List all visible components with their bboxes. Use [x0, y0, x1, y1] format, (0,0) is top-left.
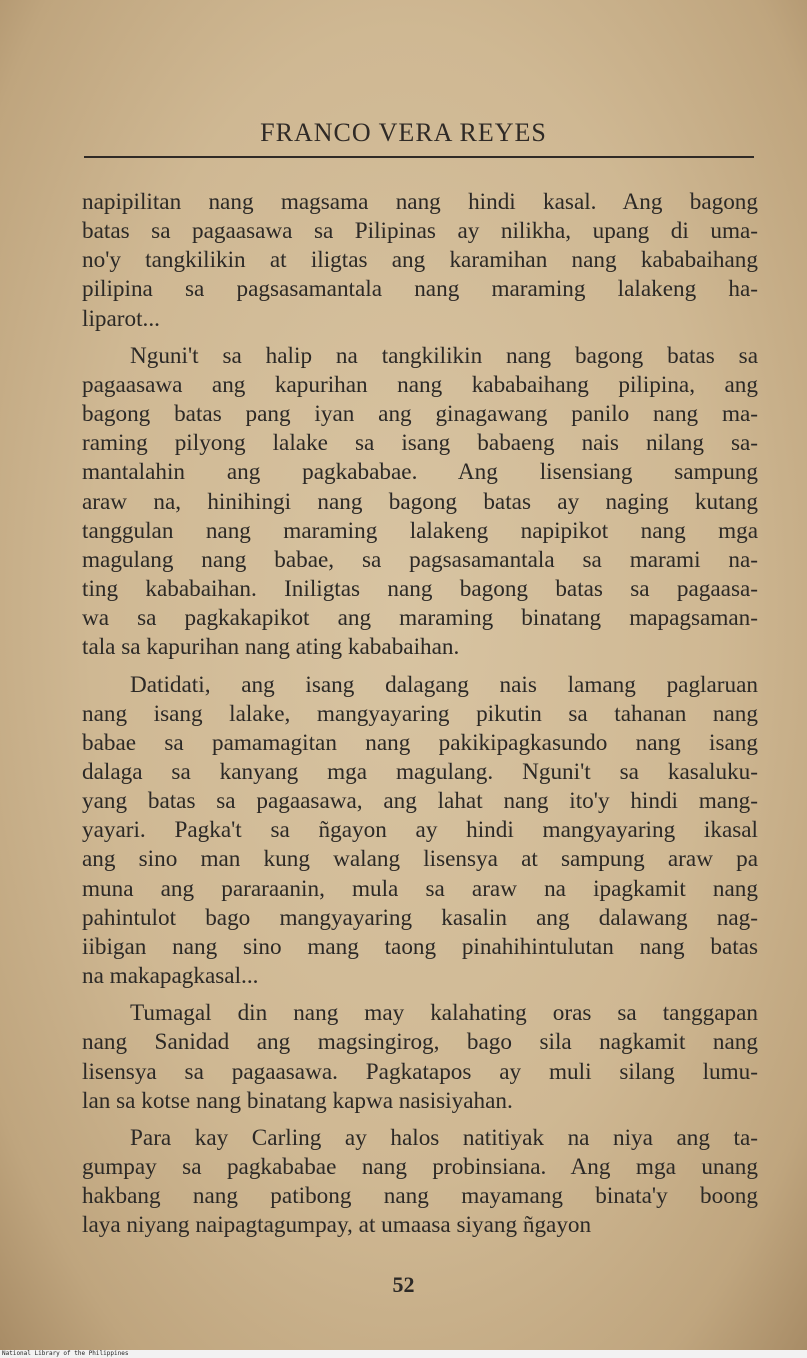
text-line: hakbang nang patibong nang mayamang binata'y boong — [82, 1183, 758, 1210]
text-line: raming pilyong lalake sa isang babaeng nais nilang sa- — [82, 430, 758, 457]
text-line: araw na, hinihingi nang bagong batas ay naging kutang — [82, 488, 758, 515]
text-line: Nguni't sa halip na tangkilikin nang bagong batas sa — [130, 342, 758, 369]
running-title: FRANCO VERA REYES — [260, 118, 547, 147]
text-line: bagong batas pang iyan ang ginagawang panilo nang ma- — [82, 401, 758, 428]
library-credit: National Library of the Philippines — [2, 1350, 129, 1357]
text-line: pahintulot bago mangyayaring kasalin ang dalawang nag- — [82, 904, 758, 931]
text-line: batas sa pagaasawa sa Pilipinas ay nilikha, upang di uma- — [82, 218, 758, 245]
text-line: pagaasawa ang kapurihan nang kababaihang pilipina, ang — [82, 371, 758, 398]
text-line: ting kababaihan. Iniligtas nang bagong batas sa pagaasa- — [82, 576, 758, 603]
text-line: pilipina sa pagsasamantala nang maraming lalakeng ha- — [82, 276, 758, 303]
text-line: muna ang pararaanin, mula sa araw na ipagkamit nang — [82, 875, 758, 902]
text-line: tala sa kapurihan nang ating kababaihan. — [82, 634, 460, 661]
text-line: lisensya sa pagaasawa. Pagkatapos ay muli silang lumu- — [82, 1058, 758, 1085]
text-line: iibigan nang sino mang taong pinahihintulutan nang batas — [82, 933, 758, 960]
text-line: yayari. Pagka't sa ñgayon ay hindi mangyayaring ikasal — [82, 817, 758, 844]
text-line: yang batas sa pagaasawa, ang lahat nang ito'y hindi mang- — [82, 788, 758, 815]
text-line: Para kay Carling ay halos natitiyak na niya ang ta- — [130, 1124, 758, 1151]
text-line: magulang nang babae, sa pagsasamantala sa marami na- — [82, 546, 758, 573]
text-line: Tumagal din nang may kalahating oras sa tanggapan — [130, 1000, 758, 1027]
paragraph-4 — [82, 999, 758, 1116]
header-rule-right — [356, 156, 754, 158]
text-line: no'y tangkilikin at iligtas ang karamihan nang kababaihang — [82, 247, 758, 274]
text-line: liparot... — [82, 305, 160, 332]
text-line: Datidati, ang isang dalagang nais lamang paglaruan — [130, 671, 758, 698]
header-rule-left — [84, 156, 356, 158]
text-line: lan sa kotse nang binatang kapwa nasisiyahan. — [82, 1087, 513, 1114]
paragraph-2 — [82, 342, 758, 663]
text-line: tanggulan nang maraming lalakeng napipikot nang mga — [82, 517, 758, 544]
text-line: ang sino man kung walang lisensya at sampung araw pa — [82, 846, 758, 873]
text-line: mantalahin ang pagkababae. Ang lisensiang sampung — [82, 459, 758, 486]
text-line: laya niyang naipagtagumpay, at umaasa siyang ñgayon — [82, 1212, 592, 1239]
body-text — [82, 188, 758, 1248]
text-line: napipilitan nang magsama nang hindi kasal. Ang bagong — [82, 189, 758, 215]
text-line: na makapagkasal... — [82, 963, 259, 990]
paragraph-3 — [82, 671, 758, 992]
paragraph-5 — [82, 1124, 758, 1241]
text-line: gumpay sa pagkababae nang probinsiana. Ang mga unang — [82, 1154, 758, 1180]
paragraph-1 — [82, 188, 758, 334]
text-line: wa sa pagkakapikot ang maraming binatang mapagsaman- — [82, 605, 758, 632]
text-line: babae sa pamamagitan nang pakikipagkasundo nang isang — [82, 729, 758, 756]
text-line: nang Sanidad ang magsingirog, bago sila nagkamit nang — [82, 1029, 758, 1056]
text-line: dalaga sa kanyang mga magulang. Nguni't sa kasaluku- — [82, 758, 758, 785]
text-line: nang isang lalake, mangyayaring pikutin sa tahanan nang — [82, 700, 758, 727]
page-number: 52 — [392, 1272, 415, 1297]
